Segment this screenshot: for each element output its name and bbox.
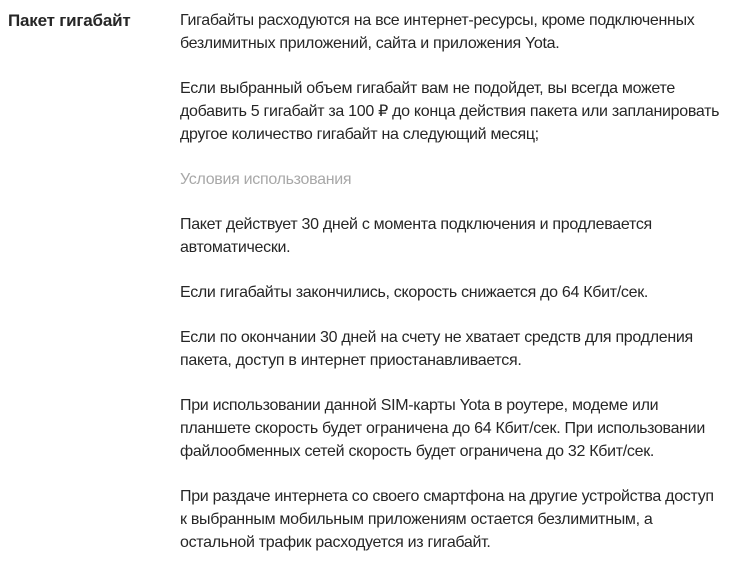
paragraph-insufficient-funds: Если по окончании 30 дней на счету не хватает средств для продления пакета, доступ в интернет приостанавливается.	[180, 329, 693, 369]
paragraph-speed-after-limit: Если гигабайты закончились, скорость снижается до 64 Кбит/сек.	[180, 284, 649, 301]
term-column	[8, 9, 180, 32]
description-column	[180, 9, 720, 554]
subheading-terms-of-use: Условия использования	[180, 171, 352, 188]
section-title: Пакет гигабайт	[8, 11, 131, 30]
paragraph-add-gigabytes: Если выбранный объем гигабайт вам не подойдет, вы всегда можете добавить 5 гигабайт за 100 ₽ до конца действия пакета или запланировать другое количество гигабайт на следующий месяц;	[180, 80, 720, 143]
paragraph-tethering-traffic: При раздаче интернета со своего смартфона на другие устройства доступ к выбранным мобильным приложениям остается безлимитным, а остальной трафик расходуется из гигабайт.	[180, 488, 714, 551]
paragraph-gigabytes-usage: Гигабайты расходуются на все интернет-ресурсы, кроме подключенных безлимитных приложений, сайта и приложения Yota.	[180, 12, 695, 52]
paragraph-sim-in-router-speed: При использовании данной SIM-карты Yota в роутере, модеме или планшете скорость будет ограничена до 64 Кбит/сек. При использовании файлообменных сетей скорость будет ограничена до 32 Кбит/сек.	[180, 397, 705, 460]
paragraph-package-duration: Пакет действует 30 дней с момента подключения и продлевается автоматически.	[180, 216, 652, 256]
